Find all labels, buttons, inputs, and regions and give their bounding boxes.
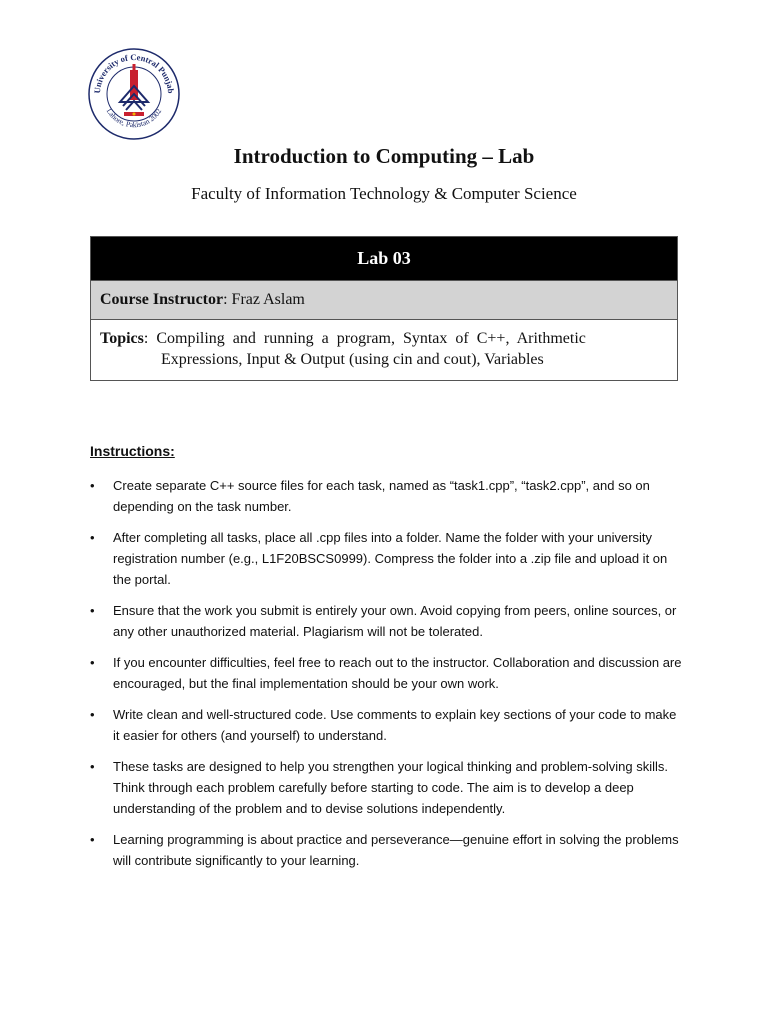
list-item-text: If you encounter difficulties, feel free to reach out to the instructor. Collaboration and discussion are encouraged, but the final implementation should be your own work.	[113, 655, 682, 691]
bullet-icon: •	[90, 530, 95, 545]
university-logo	[86, 46, 182, 142]
list-item-text: Create separate C++ source files for each task, named as “task1.cpp”, “task2.cpp”, and so on depending on the task number.	[113, 478, 650, 514]
bullet-icon: •	[90, 655, 95, 670]
list-item-text: Write clean and well-structured code. Use comments to explain key sections of your code to make it easier for others (and yourself) to understand.	[113, 707, 677, 743]
instructions-list	[90, 475, 682, 881]
topics-row	[91, 320, 677, 380]
instructions-heading: Instructions:	[90, 443, 175, 459]
lab-number-header: Lab 03	[91, 237, 677, 280]
list-item-text: These tasks are designed to help you strengthen your logical thinking and problem-solving skills. Think through each problem carefully before starting to code. The aim is to develop a deep understanding of the problem and to devise solutions independently.	[113, 759, 668, 816]
topics-label: Topics	[100, 330, 144, 347]
topics-line-1: : Compiling and running a program, Syntax of C++, Arithmetic	[143, 330, 586, 347]
list-item	[90, 704, 682, 746]
instructor-label: Course Instructor	[100, 291, 224, 308]
bullet-icon: •	[90, 759, 95, 774]
course-instructor-row	[91, 280, 677, 320]
list-item	[90, 829, 682, 871]
logo-text-bottom: Lahore, Pakistan 2002	[104, 106, 164, 130]
list-item	[90, 756, 682, 819]
list-item	[90, 600, 682, 642]
svg-text:Lahore, Pakistan 2002	[105, 107, 164, 130]
topics-line-2: Expressions, Input & Output (using cin and cout), Variables	[161, 351, 544, 368]
bullet-icon: •	[90, 832, 95, 847]
list-item-text: Ensure that the work you submit is entirely your own. Avoid copying from peers, online sources, or any other unauthorized material. Plagiarism will not be tolerated.	[113, 603, 677, 639]
university-seal-icon	[86, 46, 182, 142]
bullet-icon: •	[90, 603, 95, 618]
list-item-text: Learning programming is about practice and perseverance—genuine effort in solving the problems will contribute significantly to your learning.	[113, 832, 679, 868]
list-item	[90, 527, 682, 590]
document-subtitle: Faculty of Information Technology & Computer Science	[191, 184, 577, 203]
bullet-icon: •	[90, 707, 95, 722]
list-item	[90, 475, 682, 517]
logo-text-top: University of Central Punjab	[91, 51, 177, 94]
lab-info-table	[90, 236, 678, 381]
list-item-text: After completing all tasks, place all .cpp files into a folder. Name the folder with your university registration number (e.g., L1F20BSCS0999). Compress the folder into a .zip file and upload it on the portal.	[113, 530, 668, 587]
list-item	[90, 652, 682, 694]
document-title: Introduction to Computing – Lab	[233, 144, 535, 168]
bullet-icon: •	[90, 478, 95, 493]
instructor-name: : Fraz Aslam	[223, 291, 305, 308]
